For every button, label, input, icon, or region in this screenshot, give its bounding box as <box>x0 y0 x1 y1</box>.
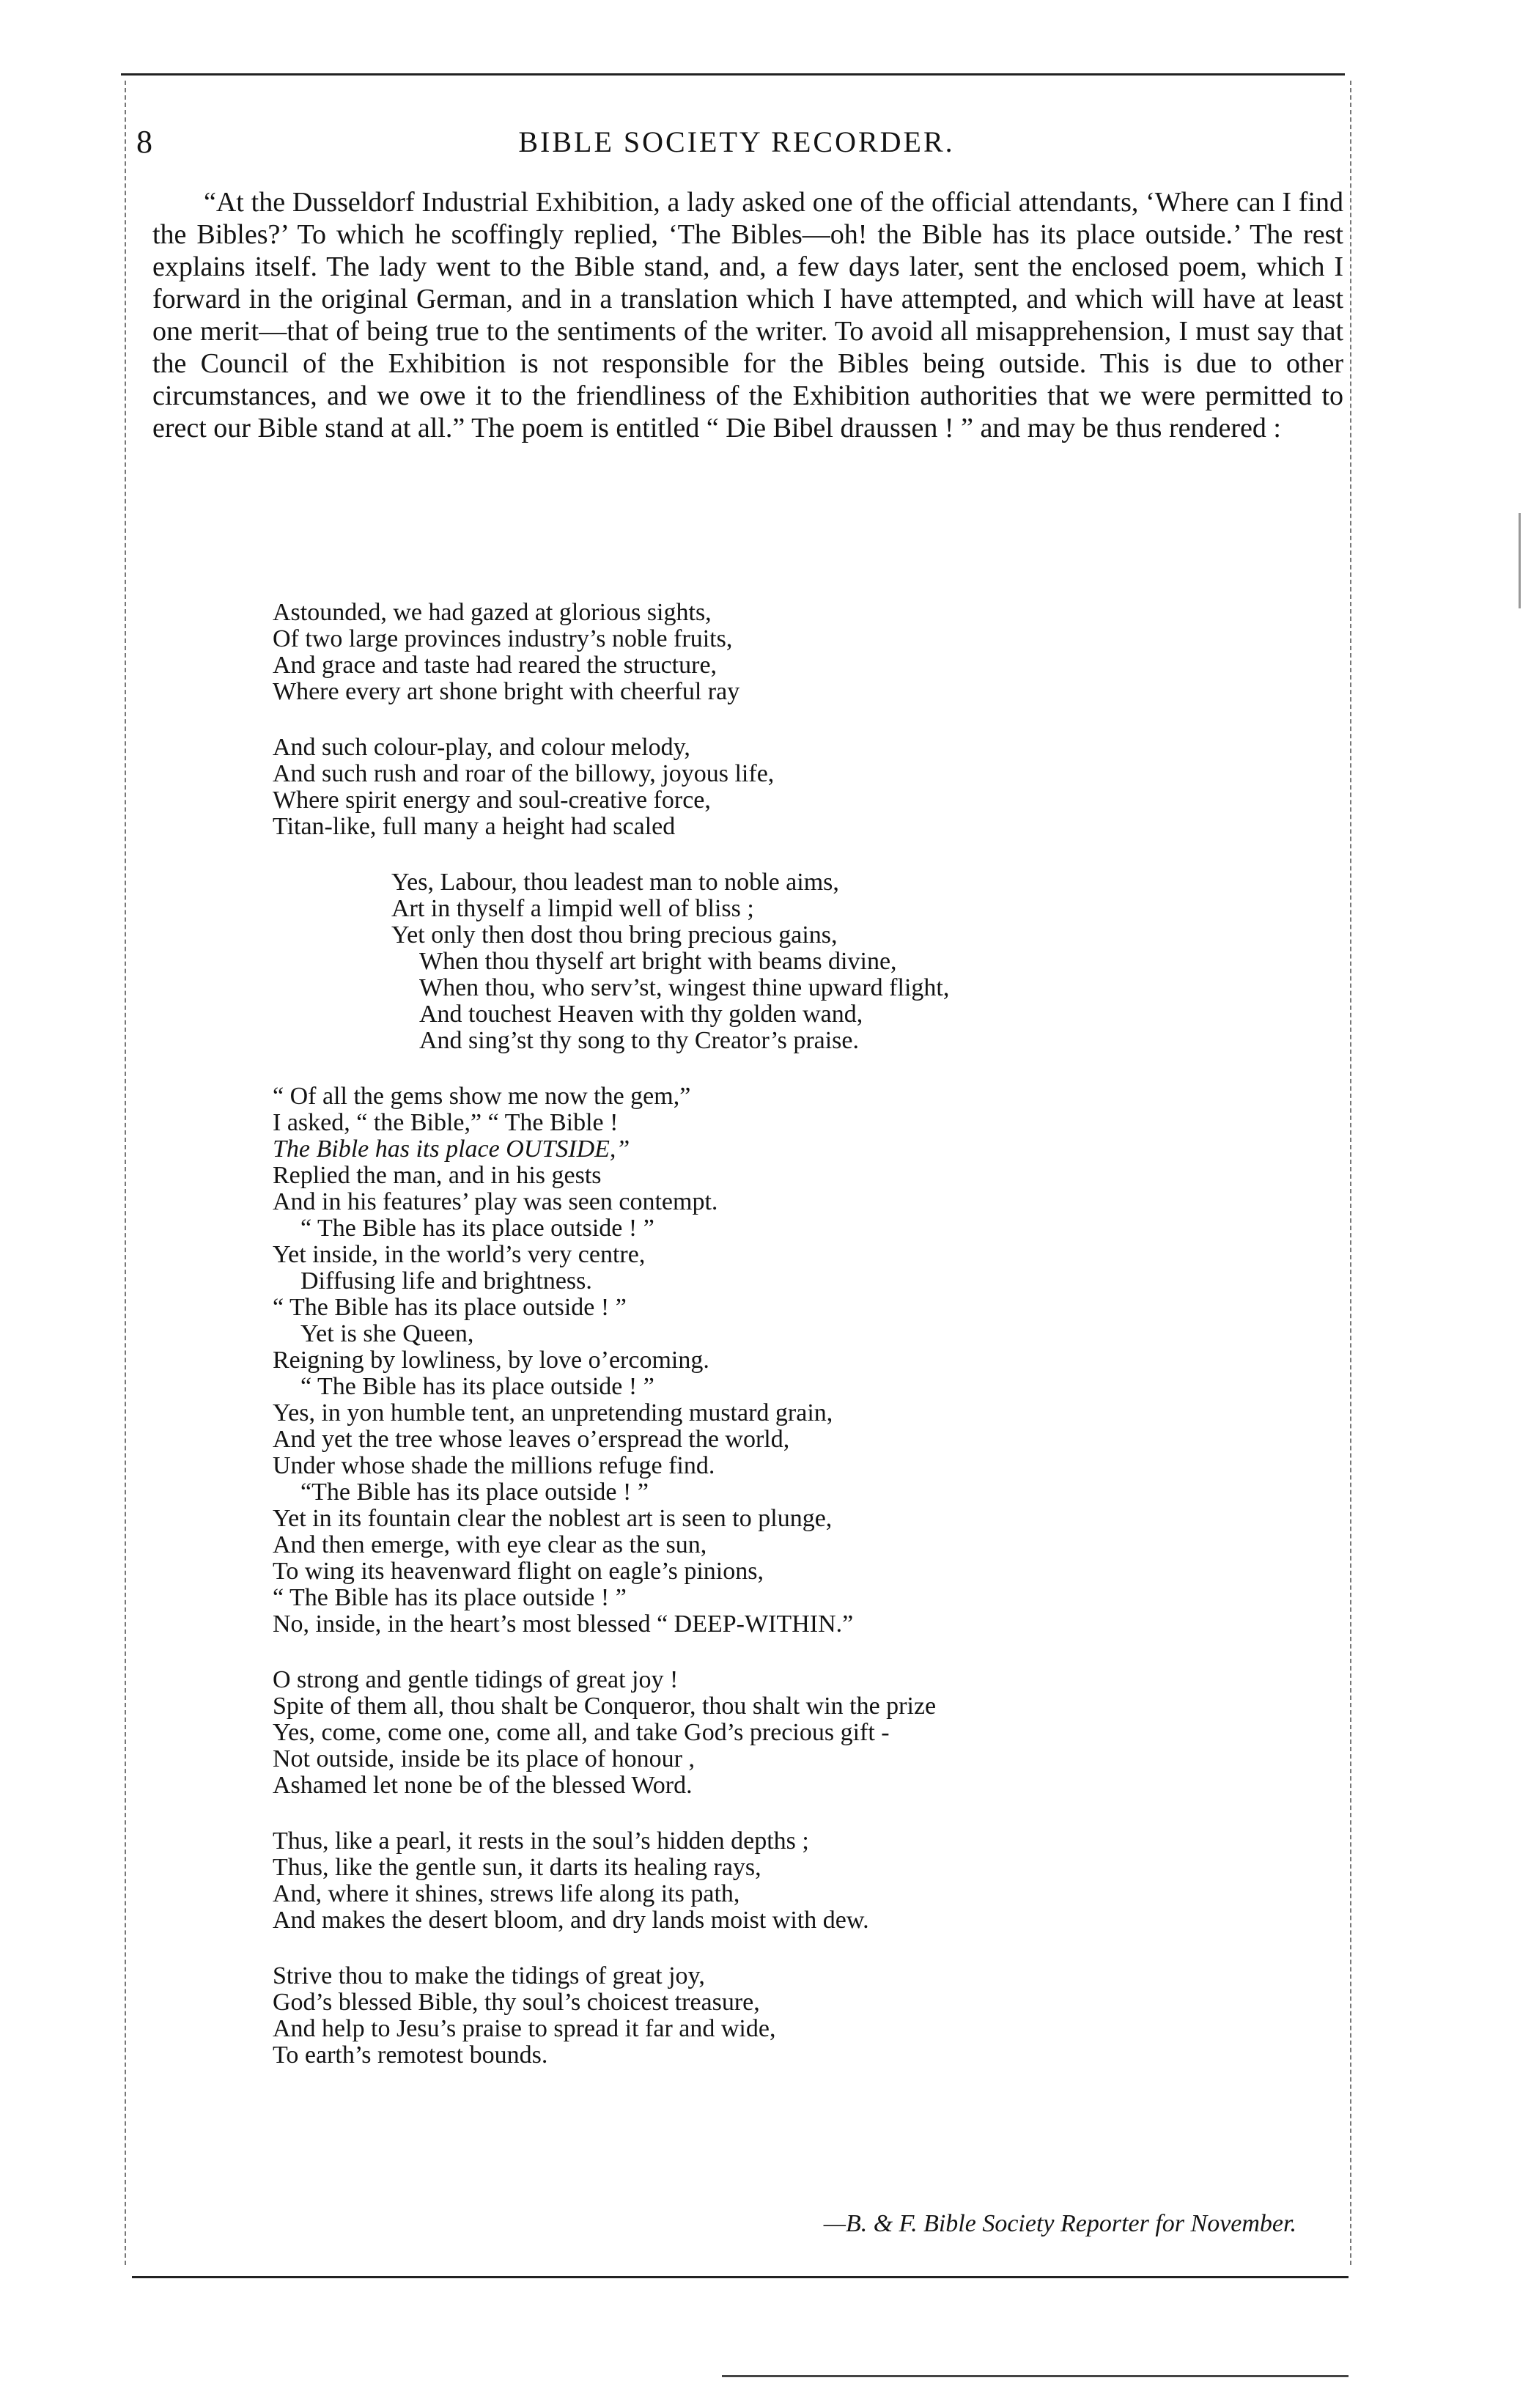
poem-line: Yet only then dost thou bring precious gains, <box>391 921 838 949</box>
poem-line: And help to Jesu’s praise to spread it far and wide, <box>273 2015 776 2042</box>
poem-line: Yes, come, come one, come all, and take God’s precious gift - <box>273 1719 890 1746</box>
poem-line: Spite of them all, thou shalt be Conqueror, thou shalt win the prize <box>273 1693 937 1720</box>
bottom-rule <box>132 2276 1349 2278</box>
poem-line: And touchest Heaven with thy golden wand, <box>419 1001 863 1028</box>
footer-rule <box>722 2375 1349 2377</box>
poem-line: And makes the desert bloom, and dry lands moist with dew. <box>273 1907 869 1934</box>
poem-line: Reigning by lowliness, by love o’ercoming. <box>273 1347 709 1374</box>
poem-line: And sing’st thy song to thy Creator’s praise. <box>419 1027 859 1054</box>
poem-line: Where every art shone bright with cheerful ray <box>273 678 740 705</box>
poem-line: Replied the man, and in his gests <box>273 1162 602 1189</box>
poem-line: And in his features’ play was seen contempt. <box>273 1188 718 1215</box>
poem <box>273 600 1335 2069</box>
page-header <box>132 123 1341 167</box>
poem-line: Where spirit energy and soul-creative force, <box>273 787 711 814</box>
poem-line: Yet in its fountain clear the noblest art is seen to plunge, <box>273 1505 833 1532</box>
poem-line: And then emerge, with eye clear as the sun, <box>273 1531 707 1558</box>
poem-line: And such colour-play, and colour melody, <box>273 734 690 761</box>
poem-line: When thou, who serv’st, wingest thine upward flight, <box>419 974 950 1001</box>
intro-paragraph <box>152 186 1343 444</box>
poem-line: And yet the tree whose leaves o’erspread the world, <box>273 1426 790 1453</box>
poem-line: And grace and taste had reared the structure, <box>273 652 717 679</box>
poem-line: I asked, “ the Bible,” “ The Bible ! <box>273 1109 619 1136</box>
poem-line: To earth’s remotest bounds. <box>273 2041 548 2069</box>
source-attribution: —B. & F. Bible Society Reporter for November. <box>823 2210 1296 2237</box>
poem-line: When thou thyself art bright with beams divine, <box>419 948 897 975</box>
poem-line: Thus, like the gentle sun, it darts its healing rays, <box>273 1854 761 1881</box>
poem-line: Diffusing life and brightness. <box>300 1267 592 1295</box>
page-number: 8 <box>136 124 152 160</box>
poem-line: Of two large provinces industry’s noble fruits, <box>273 625 733 652</box>
poem-line: Not outside, inside be its place of honour , <box>273 1745 696 1772</box>
poem-line: Yet inside, in the world’s very centre, <box>273 1241 646 1268</box>
poem-line: God’s blessed Bible, thy soul’s choicest treasure, <box>273 1989 760 2016</box>
poem-line: Yes, in yon humble tent, an unpretending mustard grain, <box>273 1399 833 1426</box>
poem-line: “ The Bible has its place outside ! ” <box>273 1294 627 1321</box>
poem-line: Astounded, we had gazed at glorious sights, <box>273 599 712 626</box>
poem-line: Titan-like, full many a height had scaled <box>273 813 676 840</box>
poem-line: Under whose shade the millions refuge find. <box>273 1452 715 1479</box>
poem-line: O strong and gentle tidings of great joy ! <box>273 1666 679 1693</box>
poem-line: Yet is she Queen, <box>300 1320 474 1347</box>
top-rule <box>121 73 1345 76</box>
poem-line: To wing its heavenward flight on eagle’s pinions, <box>273 1558 764 1585</box>
poem-line: Strive thou to make the tidings of great joy, <box>273 1962 705 1989</box>
poem-line: Thus, like a pearl, it rests in the soul’s hidden depths ; <box>273 1827 809 1855</box>
poem-line: And such rush and roar of the billowy, joyous life, <box>273 760 775 787</box>
poem-line: “ Of all the gems show me now the gem,” <box>273 1083 691 1110</box>
left-border-line <box>125 81 126 2265</box>
poem-line: No, inside, in the heart’s most blessed “ DEEP-WITHIN.” <box>273 1610 854 1638</box>
right-border-line <box>1350 81 1351 2265</box>
poem-line: “ The Bible has its place outside ! ” <box>300 1215 654 1242</box>
poem-line: “The Bible has its place outside ! ” <box>300 1479 649 1506</box>
poem-line: The Bible has its place OUTSIDE,” <box>273 1135 630 1163</box>
poem-line: Yes, Labour, thou leadest man to noble aims, <box>391 869 839 896</box>
intro-text: “At the Dusseldorf Industrial Exhibition, a lady asked one of the official attendants, ‘Where can I find the Bibles?’ To which he scoffingly replied, ‘The Bibles—oh! the Bible has its place outside.’ The rest explains itself. The lady went to the Bible stand, and, a few days later, sent the enclosed poem, which I forward in the original German, and in a translation which I have attempted, and which will have at least one merit—that of being true to the sentiments of the writer. To avoid all misapprehension, I must say that the Council of the Exhibition is not responsible for the Bibles being outside. This is due to other circumstances, and we owe it to the friendliness of the Exhibition authorities that we were permitted to erect our Bible stand at all.” The poem is entitled “ Die Bibel draussen ! ” and may be thus rendered : <box>152 187 1343 443</box>
poem-line: “ The Bible has its place outside ! ” <box>300 1373 654 1400</box>
scan-edge-mark <box>1519 513 1521 608</box>
poem-line: Art in thyself a limpid well of bliss ; <box>391 895 754 922</box>
running-title: BIBLE SOCIETY RECORDER. <box>518 125 955 158</box>
poem-line: And, where it shines, strews life along its path, <box>273 1880 740 1907</box>
poem-line: “ The Bible has its place outside ! ” <box>273 1584 627 1611</box>
poem-line: Ashamed let none be of the blessed Word. <box>273 1772 693 1799</box>
